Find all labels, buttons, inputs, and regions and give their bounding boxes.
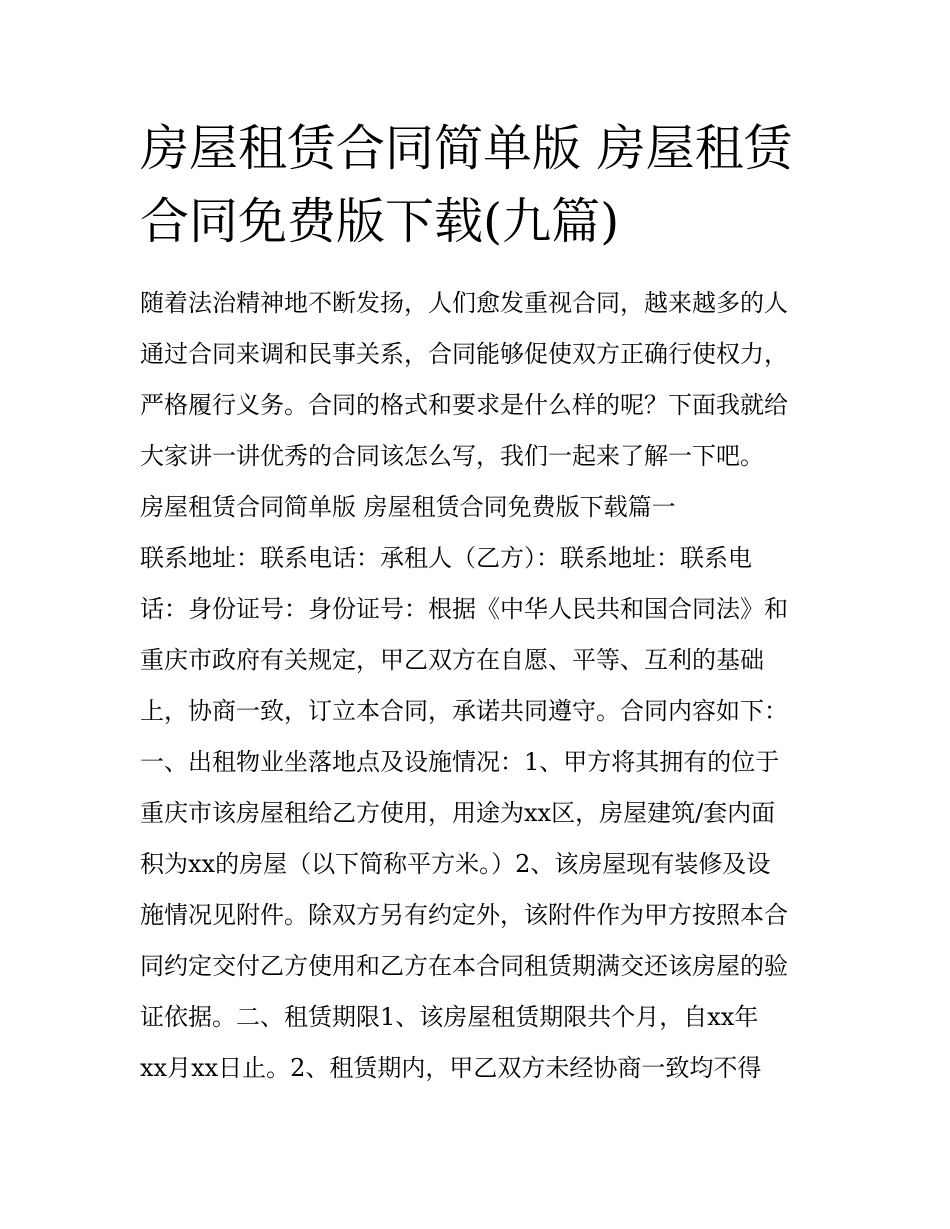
body-line-11: 重庆市该房屋租给乙方使用，用途为xx区，房屋建筑/套内面 — [140, 799, 776, 827]
body-line-14: 同约定交付乙方使用和乙方在本合同租赁期满交还该房屋的验 — [140, 952, 788, 980]
document-title — [140, 112, 820, 258]
body-line-3: 严格履行义务。合同的格式和要求是什么样的呢？下面我就给 — [140, 391, 788, 419]
body-line-8: 重庆市政府有关规定，甲乙双方在自愿、平等、互利的基础 — [140, 646, 764, 674]
section-heading-1: 房屋租赁合同简单版 房屋租赁合同免费版下载篇一 — [140, 493, 676, 521]
body-line-13: 施情况见附件。除双方另有约定外，该附件作为甲方按照本合 — [140, 901, 788, 929]
body-line-10: 一、出租物业坐落地点及设施情况：1、甲方将其拥有的位于 — [140, 748, 780, 776]
body-line-1: 随着法治精神地不断发扬，人们愈发重视合同，越来越多的人 — [140, 289, 788, 317]
body-line-16: xx月xx日止。2、租赁期内，甲乙双方未经协商一致均不得 — [140, 1054, 762, 1082]
body-line-6: 联系地址：联系电话：承租人（乙方）：联系地址：联系电 — [140, 544, 752, 572]
body-line-7: 话：身份证号：身份证号：根据《中华人民共和国合同法》和 — [140, 595, 788, 623]
body-line-2: 通过合同来调和民事关系，合同能够促使双方正确行使权力， — [140, 340, 788, 368]
body-line-4: 大家讲一讲优秀的合同该怎么写，我们一起来了解一下吧。 — [140, 442, 764, 470]
title-line-2: 合同免费版下载(九篇) — [140, 193, 620, 250]
body-line-12: 积为xx的房屋（以下简称平方米。）2、该房屋现有装修及设 — [140, 850, 771, 878]
title-line-1: 房屋租赁合同简单版 房屋租赁 — [140, 120, 793, 177]
document-body — [140, 278, 830, 1094]
body-line-15: 证依据。二、租赁期限1、该房屋租赁期限共个月，自xx年 — [140, 1003, 759, 1031]
body-line-9: 上，协商一致，订立本合同，承诺共同遵守。合同内容如下： — [140, 697, 788, 725]
